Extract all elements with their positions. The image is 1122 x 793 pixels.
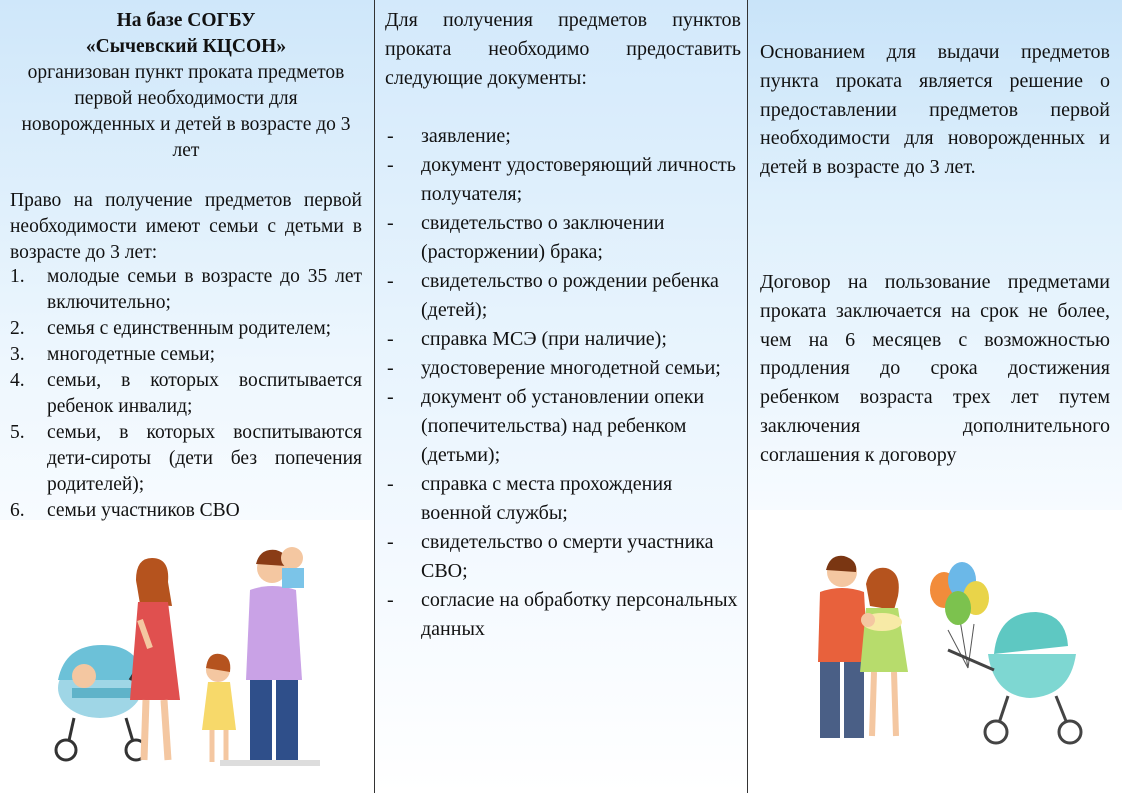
contract-paragraph: Договор на пользование предметами проката заключается на срок не более, чем на 6 месяцев с возможностью продления до срока достижения ребенком возраста трех лет путем заключения дополнительного соглашения к договору bbox=[760, 271, 1110, 466]
list-item: 1. молодые семьи в возрасте до 35 лет включительно; bbox=[10, 266, 362, 313]
couple-with-baby-and-stroller-illustration bbox=[798, 550, 1118, 750]
list-item: - заявление; bbox=[387, 125, 511, 147]
family-with-stroller-illustration bbox=[40, 540, 340, 780]
list-item: - справка с места прохождения военной службы; bbox=[387, 473, 673, 524]
title-line-2: «Сычевский КЦСОН» bbox=[85, 36, 287, 57]
list-item: 3. многодетные семьи; bbox=[10, 344, 216, 365]
list-item: - документ удостоверяющий личность получателя; bbox=[387, 154, 736, 205]
list-item: 2. семья с единственным родителем; bbox=[10, 318, 332, 339]
list-item: - удостоверение многодетной семьи; bbox=[387, 357, 721, 379]
list-item: - свидетельство о смерти участника СВО; bbox=[387, 531, 714, 582]
documents-list bbox=[385, 122, 741, 644]
documents-intro: Для получения предметов пунктов проката необходимо предоставить следующие документы: bbox=[385, 9, 741, 89]
list-item: - свидетельство о заключении (расторжении) брака; bbox=[387, 212, 665, 263]
title-line-1: На базе СОГБУ bbox=[116, 10, 256, 31]
rights-intro: Право на получение предметов первой необходимости имеют семьи с детьми в возрасте до 3 лет: bbox=[10, 190, 362, 263]
list-item: - справка МСЭ (при наличие); bbox=[387, 328, 667, 350]
list-item: - согласие на обработку персональных данных bbox=[387, 589, 738, 640]
column-left bbox=[0, 0, 374, 793]
eligible-families-list bbox=[10, 264, 362, 524]
column-middle bbox=[374, 0, 748, 793]
list-item: 6. семьи участников СВО bbox=[10, 500, 240, 521]
list-item: 4. семьи, в которых воспитывается ребенок инвалид; bbox=[10, 370, 362, 417]
list-item: 5. семьи, в которых воспитываются дети-сироты (дети без попечения родителей); bbox=[10, 422, 362, 495]
left-header bbox=[10, 8, 362, 164]
basis-paragraph: Основанием для выдачи предметов пункта проката является решение о предоставлении предметов первой необходимости для новорожденных и детей в возрасте до 3 лет. bbox=[760, 41, 1110, 179]
column-right bbox=[748, 0, 1122, 793]
subtitle: организован пункт проката предметов первой необходимости для новорожденных и детей в возрасте до 3 лет bbox=[21, 62, 351, 161]
list-item: - документ об установлении опеки (попечительства) над ребенком (детьми); bbox=[387, 386, 705, 466]
list-item: - свидетельство о рождении ребенка (детей); bbox=[387, 270, 719, 321]
